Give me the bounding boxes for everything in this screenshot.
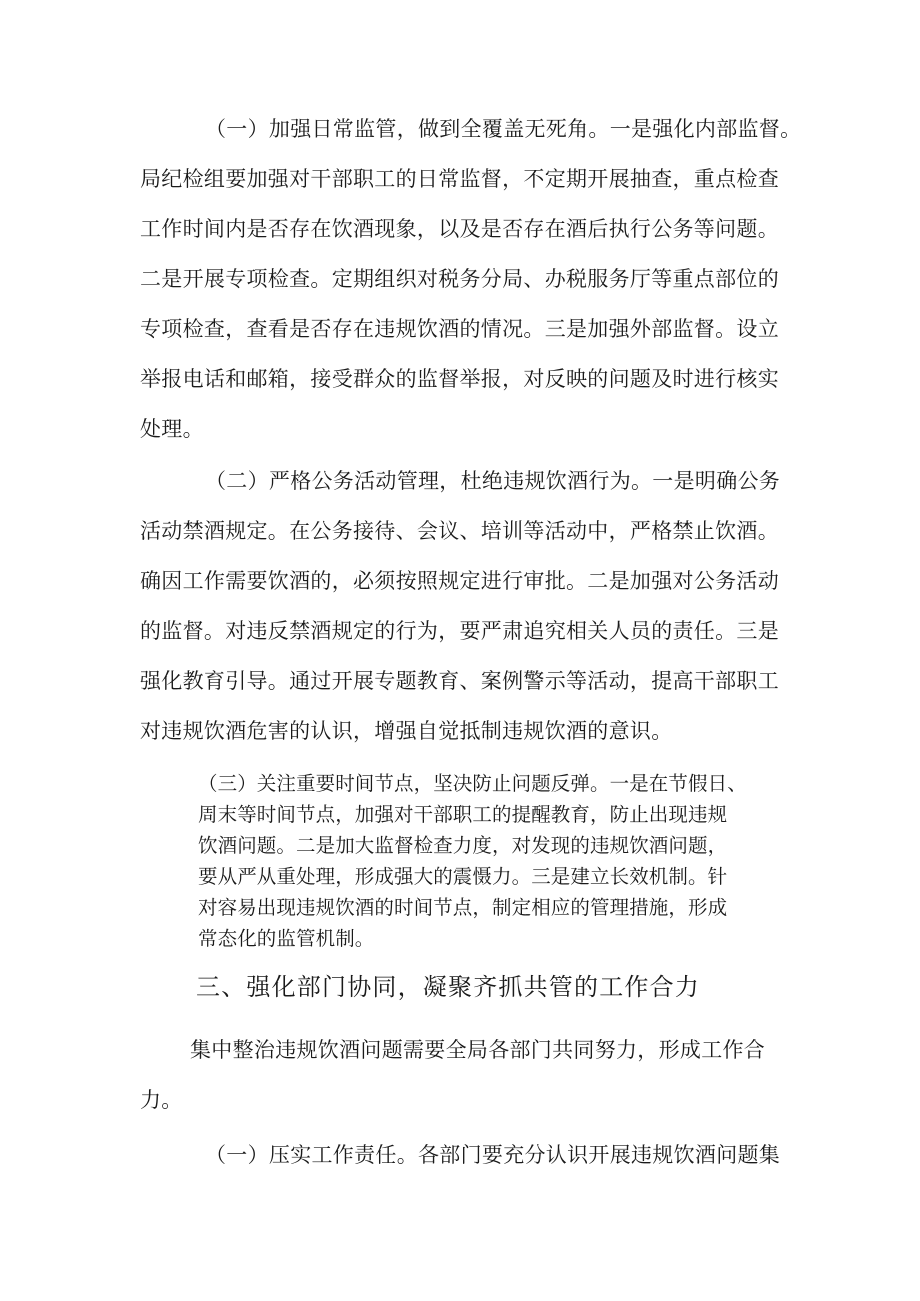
text-line: 要从严从重处理，形成强大的震慑力。三是建立长效机制。针 — [198, 865, 728, 888]
text-line: 的监督。对违反禁酒规定的行为，要严肃追究相关人员的责任。三是 — [140, 619, 779, 643]
text-line: 处理。 — [140, 417, 204, 441]
text-line: 周末等时间节点，加强对干部职工的提醒教育，防止出现违规 — [198, 803, 728, 826]
text-line: 力。 — [140, 1088, 183, 1112]
text-line: 对违规饮酒危害的认识，增强自觉抵制违规饮酒的意识。 — [140, 719, 673, 743]
text-line: 局纪检组要加强对干部职工的日常监督，不定期开展抽查，重点检查 — [140, 167, 779, 191]
text-line: 饮酒问题。二是加大监督检查力度，对发现的违规饮酒问题， — [198, 834, 728, 857]
text-line: 集中整治违规饮酒问题需要全局各部门共同努力，形成工作合 — [190, 1038, 766, 1062]
text-line: 活动禁酒规定。在公务接待、会议、培训等活动中，严格禁止饮酒。 — [140, 519, 779, 543]
text-line: （一）压实工作责任。各部门要充分认识开展违规饮酒问题集 — [205, 1143, 781, 1167]
text-line: （二）严格公务活动管理，杜绝违规饮酒行为。一是明确公务 — [205, 469, 781, 493]
text-line: 确因工作需要饮酒的，必须按照规定进行审批。二是加强对公务活动 — [140, 569, 779, 593]
text-line: 工作时间内是否存在饮酒现象，以及是否存在酒后执行公务等问题。 — [140, 217, 779, 241]
text-line: 强化教育引导。通过开展专题教育、案例警示等活动，提高干部职工 — [140, 669, 779, 693]
section-heading: 三、强化部门协同，凝聚齐抓共管的工作合力 — [196, 973, 700, 1001]
text-line: 常态化的监管机制。 — [198, 927, 375, 950]
text-line: 对容易出现违规饮酒的时间节点，制定相应的管理措施，形成 — [198, 896, 728, 919]
text-line: （一）加强日常监管，做到全覆盖无死角。一是强化内部监督。 — [205, 117, 802, 141]
text-line: 举报电话和邮箱，接受群众的监督举报，对反映的问题及时进行核实 — [140, 367, 779, 391]
text-line: 二是开展专项检查。定期组织对税务分局、办税服务厅等重点部位的 — [140, 267, 779, 291]
text-line: 专项检查，查看是否存在违规饮酒的情况。三是加强外部监督。设立 — [140, 317, 779, 341]
text-line: （三）关注重要时间节点，坚决防止问题反弹。一是在节假日、 — [198, 772, 747, 795]
